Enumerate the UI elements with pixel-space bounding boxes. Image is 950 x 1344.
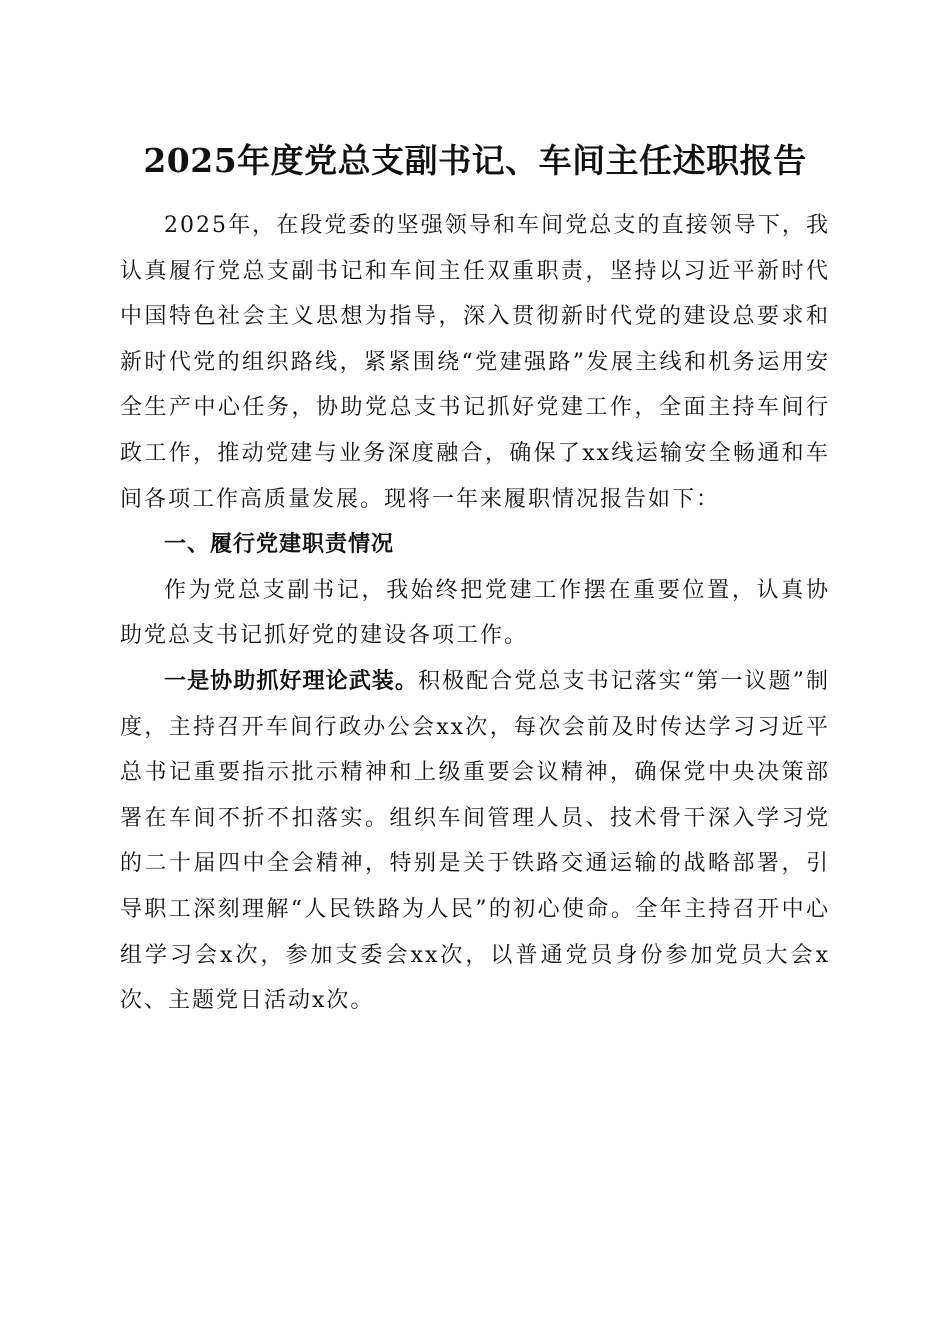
intro-paragraph: 2025年，在段党委的坚强领导和车间党总支的直接领导下，我认真履行党总支副书记和车间主任双重职责，坚持以习近平新时代中国特色社会主义思想为指导，深入贯彻新时代党的建设总要求和新时代党的组织路线，紧紧围绕“党建强路”发展主线和机务运用安全生产中心任务，协助党总支书记抓好党建工作，全面主持车间行政工作，推动党建与业务深度融合，确保了xx线运输安全畅通和车间各项工作高质量发展。现将一年来履职情况报告如下： (120, 213, 830, 512)
section-heading: 一、履行党建职责情况 (164, 532, 395, 558)
document-title: 2025年度党总支副书记、车间主任述职报告 (143, 141, 807, 180)
item-text: 积极配合党总支书记落实“第一议题”制度，主持召开车间行政办公会xx次，每次会前及时传达学习习近平总书记重要指示批示精神和上级重要会议精神，确保党中央决策部署在车间不折不扣落实。组织车间管理人员、技术骨干深入学习党的二十届四中全会精神，特别是关于铁路交通运输的战略部署，引导职工深刻理解“人民铁路为人民”的初心使命。全年主持召开中心组学习会x次，参加支委会xx次，以普通党员身份参加党员大会x次、主题党日活动x次。 (120, 668, 830, 1014)
item-paragraph (120, 659, 830, 1024)
item-lead: 一是协助抓好理论武装。 (164, 668, 418, 694)
section-intro-paragraph: 作为党总支副书记，我始终把党建工作摆在重要位置，认真协助党总支书记抓好党的建设各项工作。 (120, 577, 830, 649)
document-body (120, 203, 830, 1024)
